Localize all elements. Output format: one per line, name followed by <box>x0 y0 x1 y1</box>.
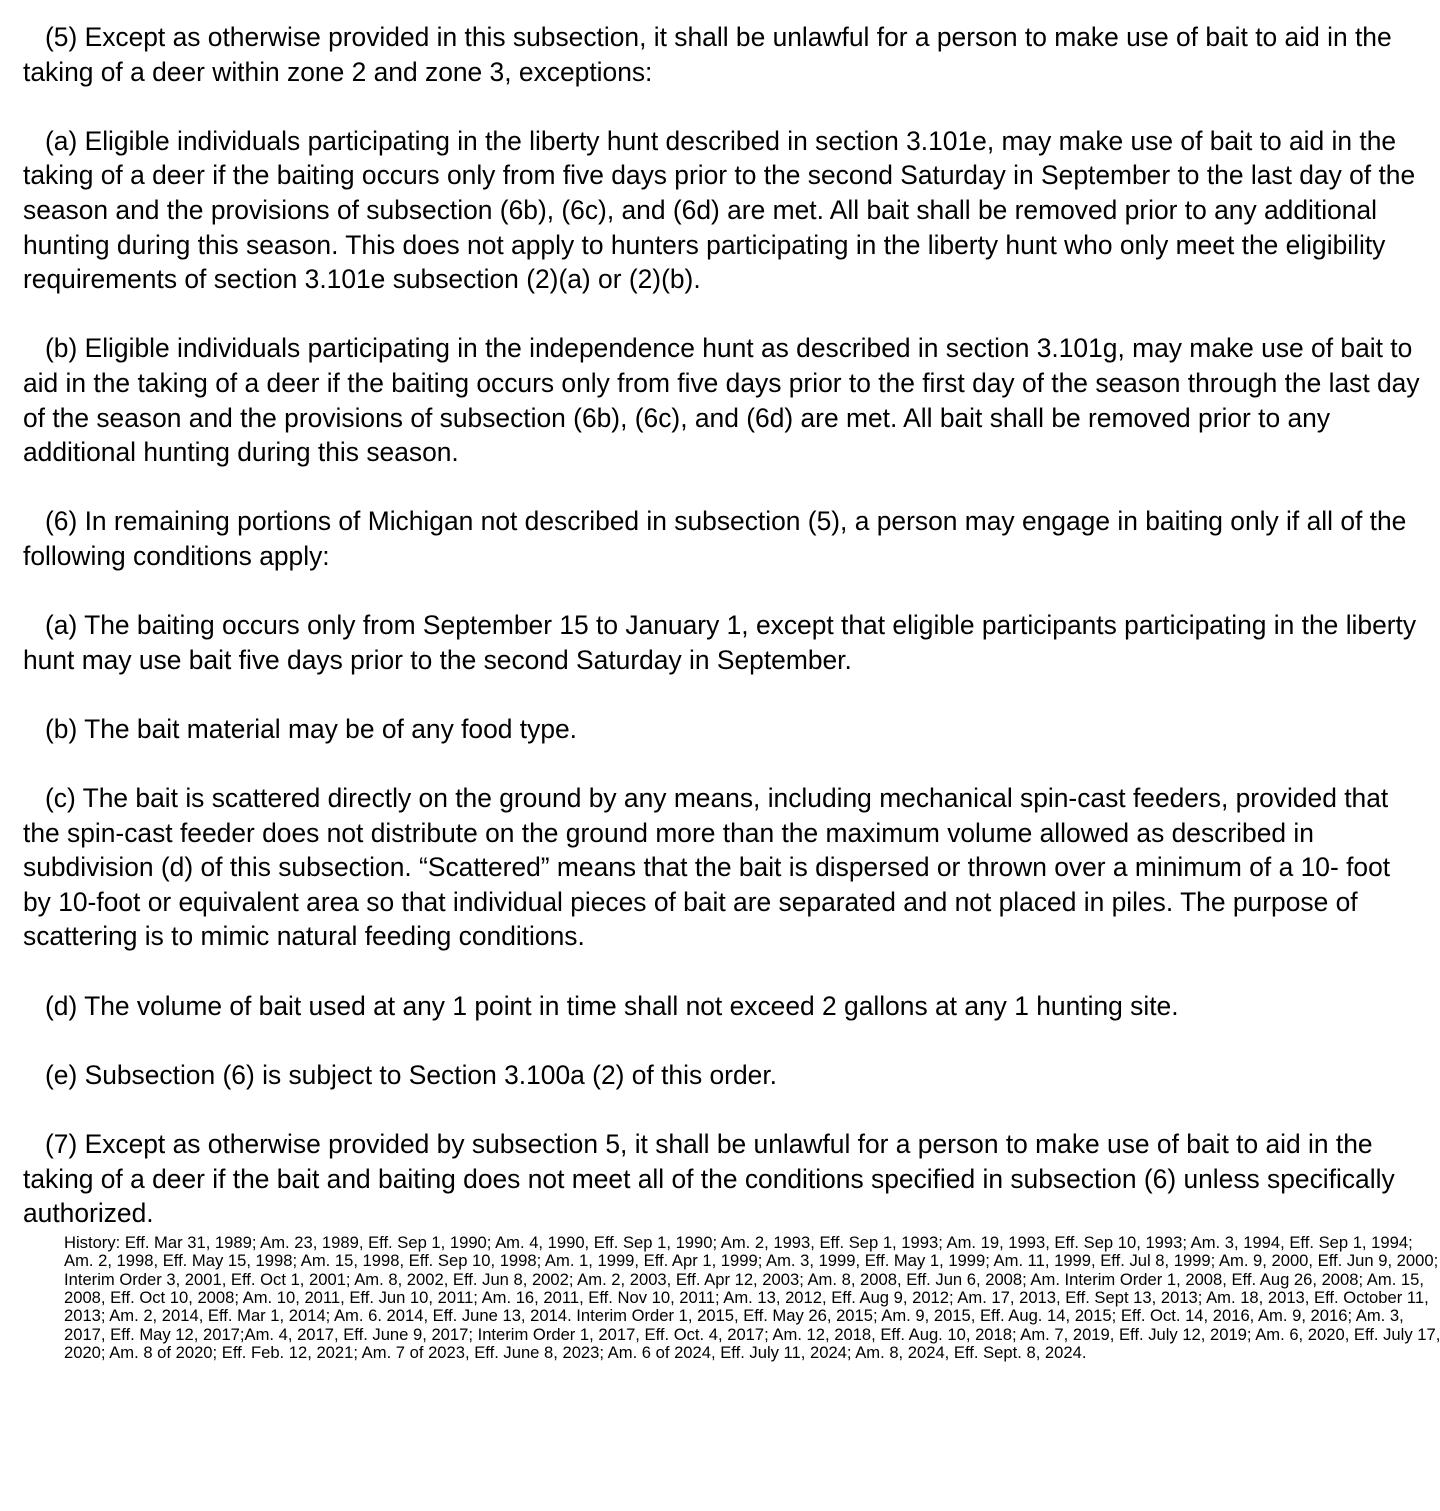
paragraph-subsection-6b: (b) The bait material may be of any food type. <box>45 713 578 744</box>
paragraph-subsection-6e: (e) Subsection (6) is subject to Section 3.100a (2) of this order. <box>45 1059 777 1090</box>
paragraph-subsection-6a: (a) The baiting occurs only from September 15 to January 1, except that eligible participants participating in the liberty hunt may use bait five days prior to the second Saturday in September. <box>23 610 1417 675</box>
paragraph-subsection-6d: (d) The volume of bait used at any 1 point in time shall not exceed 2 gallons at any 1 hunting site. <box>45 990 1179 1021</box>
paragraph-subsection-6: (6) In remaining portions of Michigan not described in subsection (5), a person may engage in baiting only if all of the following conditions apply: <box>23 506 1407 571</box>
document-body <box>23 20 1440 1363</box>
paragraph-subsection-6c: (c) The bait is scattered directly on the ground by any means, including mechanical spin-cast feeders, provided that the spin-cast feeder does not distribute on the ground more than the maximum volume allowed as described in subdivision (d) of this subsection. “Scattered” means that the bait is dispersed or thrown over a minimum of a 10- foot by 10-foot or equivalent area so that individual pieces of bait are separated and not placed in piles. The purpose of scattering is to mimic natural feeding conditions. <box>23 783 1391 952</box>
paragraph-subsection-5a: (a) Eligible individuals participating in the liberty hunt described in section 3.101e, may make use of bait to aid in the taking of a deer if the baiting occurs only from five days prior to the second Saturday in September to the last day of the season and the provisions of subsection (6b), (6c), and (6d) are met. All bait shall be removed prior to any additional hunting during this season. This does not apply to hunters participating in the liberty hunt who only meet the eligibility requirements of section 3.101e subsection (2)(a) or (2)(b). <box>23 125 1416 295</box>
paragraph-subsection-5b: (b) Eligible individuals participating in the independence hunt as described in section 3.101g, may make use of bait to aid in the taking of a deer if the baiting occurs only from five days prior to the first day of the season through the last day of the season and the provisions of subsection (6b), (6c), and (6d) are met. All bait shall be removed prior to any additional hunting during this season. <box>23 333 1420 468</box>
history-note: History: Eff. Mar 31, 1989; Am. 23, 1989, Eff. Sep 1, 1990; Am. 4, 1990, Eff. Sep 1, 1990; Am. 2, 1993, Eff. Sep 1, 1993; Am. 19, 1993, Eff. Sep 10, 1993; Am. 3, 1994, Eff. Sep 1, 1994; Am. 2, 1998, Eff. May 15, 1998; Am. 15, 1998, Eff. Sep 10, 1998; Am. 1, 1999, Eff. Apr 1, 1999; Am. 3, 1999, Eff. May 1, 1999; Am. 11, 1999, Eff. Jul 8, 1999; Am. 9, 2000, Eff. Jun 9, 2000; Interim Order 3, 2001, Eff. Oct 1, 2001; Am. 8, 2002, Eff. Jun 8, 2002; Am. 2, 2003, Eff. Apr 12, 2003; Am. 8, 2008, Eff. Jun 6, 2008; Am. Interim Order 1, 2008, Eff. Aug 26, 2008; Am. 15, 2008, Eff. Oct 10, 2008; Am. 10, 2011, Eff. Jun 10, 2011; Am. 16, 2011, Eff. Nov 10, 2011; Am. 13, 2012, Eff. Aug 9, 2012; Am. 17, 2013, Eff. Sept 13, 2013; Am. 18, 2013, Eff. October 11, 2013; Am. 2, 2014, Eff. Mar 1, 2014; Am. 6. 2014, Eff. June 13, 2014. Interim Order 1, 2015, Eff. May 26, 2015; Am. 9, 2015, Eff. Aug. 14, 2015; Eff. Oct. 14, 2016, Am. 9, 2016; Am. 3, 2017, Eff. May 12, 2017;Am. 4, 2017, Eff. June 9, 2017; Interim Order 1, 2017, Eff. Oct. 4, 2017; Am. 12, 2018, Eff. Aug. 10, 2018; Am. 7, 2019, Eff. July 12, 2019; Am. 6, 2020, Eff. July 17, 2020; Am. 8 of 2020; Eff. Feb. 12, 2021; Am. 7 of 2023, Eff. June 8, 2023; Am. 6 of 2024, Eff. July 11, 2024; Am. 8, 2024, Eff. Sept. 8, 2024. <box>64 1232 1440 1363</box>
paragraph-subsection-5: (5) Except as otherwise provided in this subsection, it shall be unlawful for a person to make use of bait to aid in the taking of a deer within zone 2 and zone 3, exceptions: <box>23 22 1392 87</box>
paragraph-subsection-7: (7) Except as otherwise provided by subsection 5, it shall be unlawful for a person to make use of bait to aid in the taking of a deer if the bait and baiting does not meet all of the conditions specified in subsection (6) unless specifically authorized. <box>23 1129 1395 1229</box>
